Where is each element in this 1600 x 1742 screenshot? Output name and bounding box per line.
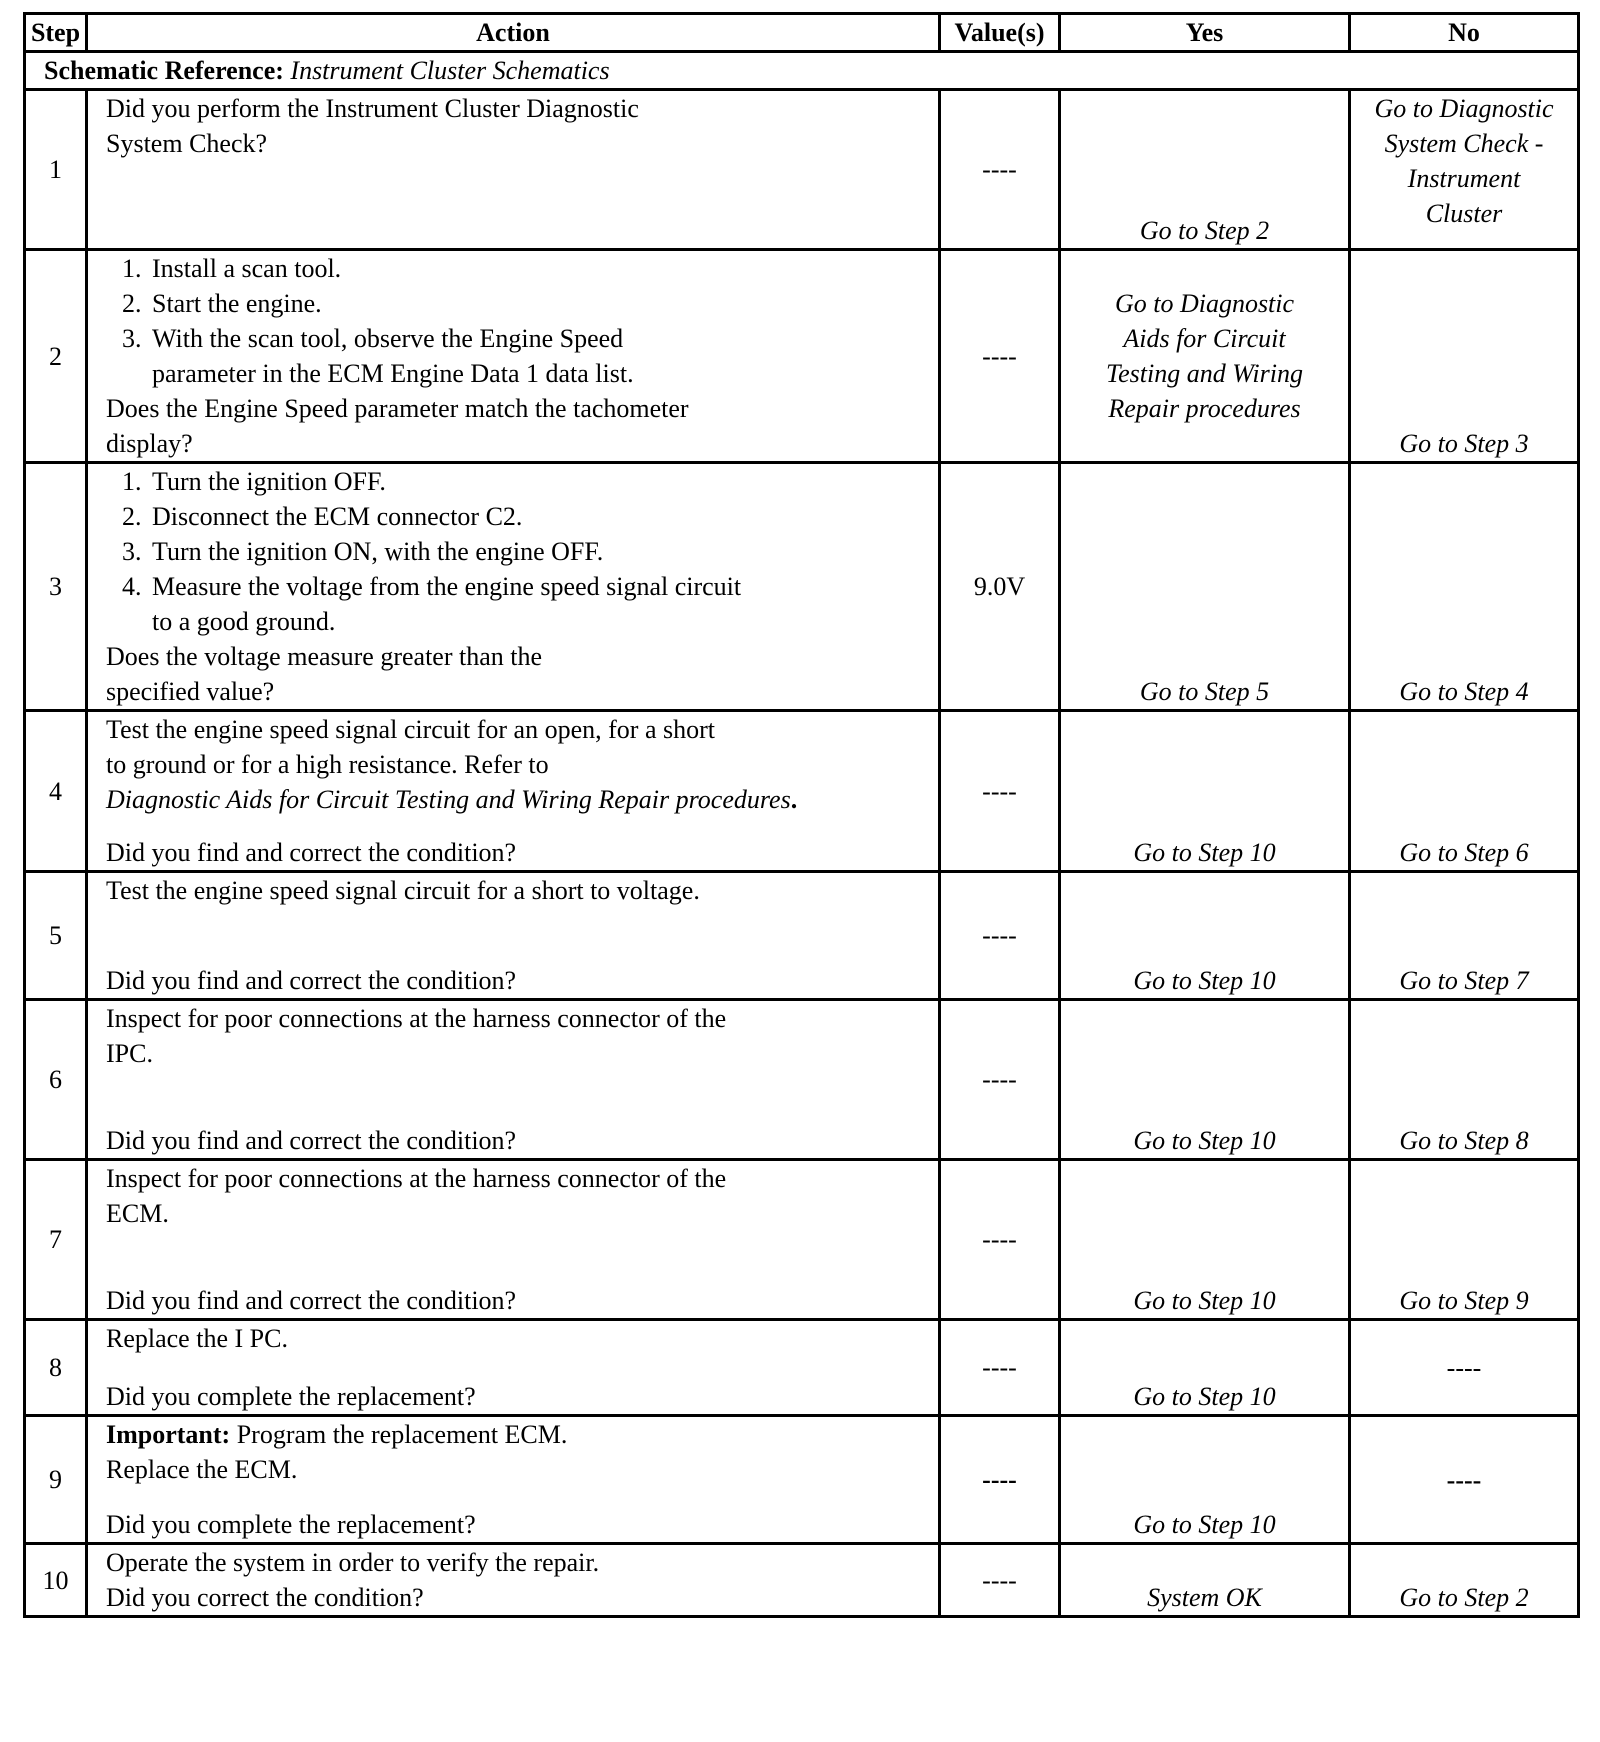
action-line: System Check? bbox=[106, 129, 268, 158]
important-label: Important: bbox=[106, 1420, 231, 1449]
action-list bbox=[106, 464, 934, 639]
yes-cell bbox=[1060, 1416, 1350, 1544]
header-yes: Yes bbox=[1060, 14, 1350, 52]
header-row bbox=[25, 14, 1579, 52]
no-value: ---- bbox=[1446, 1353, 1482, 1382]
action-cell bbox=[87, 90, 940, 250]
yes-cell bbox=[1060, 872, 1350, 1000]
table-row bbox=[25, 463, 1579, 711]
value-cell: ---- bbox=[940, 1544, 1060, 1617]
no-link[interactable]: Go to Step 2 bbox=[1399, 1583, 1529, 1612]
action-ref-period: . bbox=[790, 785, 798, 814]
value-cell: ---- bbox=[940, 1160, 1060, 1320]
yes-link[interactable]: Go to Step 5 bbox=[1139, 677, 1270, 706]
step-number: 10 bbox=[25, 1544, 87, 1617]
step-number: 1 bbox=[25, 90, 87, 250]
action-cell bbox=[87, 1160, 940, 1320]
no-link[interactable]: Go to Step 9 bbox=[1399, 1286, 1529, 1315]
header-values: Value(s) bbox=[940, 14, 1060, 52]
table-row bbox=[25, 1000, 1579, 1160]
diagnostic-table bbox=[23, 12, 1580, 1618]
step-number: 5 bbox=[25, 872, 87, 1000]
schematic-reference bbox=[25, 52, 1579, 90]
yes-link[interactable]: Go to Step 10 bbox=[1133, 1126, 1276, 1155]
action-list-item: 2. Disconnect the ECM connector C2. bbox=[148, 499, 934, 534]
yes-link[interactable]: Go to Step 10 bbox=[1133, 1510, 1276, 1539]
step-number: 2 bbox=[25, 250, 87, 463]
header-step: Step bbox=[25, 14, 87, 52]
no-cell bbox=[1350, 1160, 1579, 1320]
table-row bbox=[25, 1160, 1579, 1320]
action-cell bbox=[87, 1000, 940, 1160]
action-cell bbox=[87, 250, 940, 463]
yes-cell bbox=[1060, 1160, 1350, 1320]
schematic-link[interactable]: Instrument Cluster Schematics bbox=[290, 56, 610, 85]
yes-cell bbox=[1060, 1544, 1350, 1617]
table-row bbox=[25, 90, 1579, 250]
yes-cell bbox=[1060, 463, 1350, 711]
no-link[interactable]: Go to Diagnostic System Check - Instrument Cluster bbox=[1374, 94, 1554, 228]
action-list-item: 4. Measure the voltage from the engine speed signal circuit to a good ground. bbox=[148, 569, 934, 639]
action-cell bbox=[87, 872, 940, 1000]
no-cell bbox=[1350, 250, 1579, 463]
action-text: Test the engine speed signal circuit for an open, for a short to ground or for a high resistance. Refer to bbox=[106, 715, 715, 779]
value-cell: ---- bbox=[940, 872, 1060, 1000]
action-cell bbox=[87, 463, 940, 711]
action-list-item: 2. Start the engine. bbox=[148, 286, 934, 321]
table-row bbox=[25, 1416, 1579, 1544]
schematic-row bbox=[25, 52, 1579, 90]
action-text: Operate the system in order to verify the repair. bbox=[106, 1548, 600, 1577]
yes-link[interactable]: Go to Step 10 bbox=[1133, 1286, 1276, 1315]
value-cell: ---- bbox=[940, 250, 1060, 463]
action-question: Did you find and correct the condition? bbox=[106, 1286, 517, 1315]
no-value: ---- bbox=[1446, 1465, 1482, 1494]
value-cell: ---- bbox=[940, 1320, 1060, 1416]
yes-cell bbox=[1060, 1000, 1350, 1160]
action-list-item: 1. Turn the ignition OFF. bbox=[148, 464, 934, 499]
value-cell: ---- bbox=[940, 1416, 1060, 1544]
no-link[interactable]: Go to Step 8 bbox=[1399, 1126, 1529, 1155]
action-cell bbox=[87, 1416, 940, 1544]
header-action: Action bbox=[87, 14, 940, 52]
no-cell bbox=[1350, 1544, 1579, 1617]
no-cell bbox=[1350, 463, 1579, 711]
action-ref-line bbox=[106, 782, 934, 817]
action-text-block bbox=[106, 712, 934, 782]
yes-link[interactable]: Go to Step 10 bbox=[1133, 1382, 1276, 1411]
schematic-label: Schematic Reference: bbox=[44, 56, 284, 85]
no-cell bbox=[1350, 1000, 1579, 1160]
step-number: 4 bbox=[25, 711, 87, 872]
action-text: Test the engine speed signal circuit for a short to voltage. bbox=[106, 876, 700, 905]
step-number: 3 bbox=[25, 463, 87, 711]
yes-link[interactable]: Go to Step 10 bbox=[1133, 966, 1276, 995]
action-text: Inspect for poor connections at the harness connector of the ECM. bbox=[106, 1164, 727, 1228]
action-cell bbox=[87, 1544, 940, 1617]
yes-cell bbox=[1060, 1320, 1350, 1416]
action-cell bbox=[87, 1320, 940, 1416]
action-question: Did you find and correct the condition? bbox=[106, 1126, 517, 1155]
no-link[interactable]: Go to Step 3 bbox=[1399, 429, 1529, 458]
yes-link[interactable]: Go to Diagnostic Aids for Circuit Testing and Wiring Repair procedures bbox=[1106, 289, 1303, 423]
action-reference-link[interactable]: Diagnostic Aids for Circuit Testing and Wiring Repair procedures bbox=[106, 785, 791, 814]
no-cell bbox=[1350, 872, 1579, 1000]
header-no: No bbox=[1350, 14, 1579, 52]
action-question: Does the voltage measure greater than the specified value? bbox=[106, 642, 543, 706]
table-row bbox=[25, 711, 1579, 872]
yes-cell bbox=[1060, 90, 1350, 250]
action-list-item: 1. Install a scan tool. bbox=[148, 251, 934, 286]
action-line: Did you perform the Instrument Cluster Diagnostic bbox=[106, 94, 639, 123]
action-text: Inspect for poor connections at the harness connector of the IPC. bbox=[106, 1004, 727, 1068]
yes-cell bbox=[1060, 711, 1350, 872]
no-cell bbox=[1350, 90, 1579, 250]
value-cell: ---- bbox=[940, 711, 1060, 872]
no-link[interactable]: Go to Step 4 bbox=[1399, 677, 1529, 706]
yes-link[interactable]: Go to Step 2 bbox=[1139, 216, 1270, 245]
yes-link[interactable]: Go to Step 10 bbox=[1133, 838, 1276, 867]
step-number: 6 bbox=[25, 1000, 87, 1160]
step-number: 8 bbox=[25, 1320, 87, 1416]
no-link[interactable]: Go to Step 7 bbox=[1399, 966, 1529, 995]
action-question: Did you correct the condition? bbox=[106, 1583, 424, 1612]
no-cell bbox=[1350, 711, 1579, 872]
yes-cell bbox=[1060, 250, 1350, 463]
important-line bbox=[106, 1417, 934, 1452]
action-list-item: 3. With the scan tool, observe the Engine Speed parameter in the ECM Engine Data 1 data list. bbox=[148, 321, 934, 391]
action-question: Did you complete the replacement? bbox=[106, 1382, 476, 1411]
action-question: Did you find and correct the condition? bbox=[106, 966, 517, 995]
action-text: Replace the I PC. bbox=[106, 1324, 288, 1353]
table-row bbox=[25, 1544, 1579, 1617]
table-row bbox=[25, 872, 1579, 1000]
action-question: Did you find and correct the condition? bbox=[106, 838, 517, 867]
no-cell bbox=[1350, 1416, 1579, 1544]
important-text: Program the replacement ECM. bbox=[236, 1420, 568, 1449]
table-row bbox=[25, 250, 1579, 463]
action-list bbox=[106, 251, 934, 391]
action-question: Does the Engine Speed parameter match the tachometer display? bbox=[106, 394, 689, 458]
table-row bbox=[25, 1320, 1579, 1416]
value-cell: ---- bbox=[940, 1000, 1060, 1160]
value-cell: ---- bbox=[940, 90, 1060, 250]
no-cell bbox=[1350, 1320, 1579, 1416]
no-link[interactable]: Go to Step 6 bbox=[1399, 838, 1529, 867]
action-list-item: 3. Turn the ignition ON, with the engine OFF. bbox=[148, 534, 934, 569]
action-cell bbox=[87, 711, 940, 872]
step-number: 9 bbox=[25, 1416, 87, 1544]
action-text: Replace the ECM. bbox=[106, 1455, 298, 1484]
action-question: Did you complete the replacement? bbox=[106, 1510, 476, 1539]
value-cell: 9.0V bbox=[940, 463, 1060, 711]
yes-link[interactable]: System OK bbox=[1147, 1583, 1262, 1612]
step-number: 7 bbox=[25, 1160, 87, 1320]
